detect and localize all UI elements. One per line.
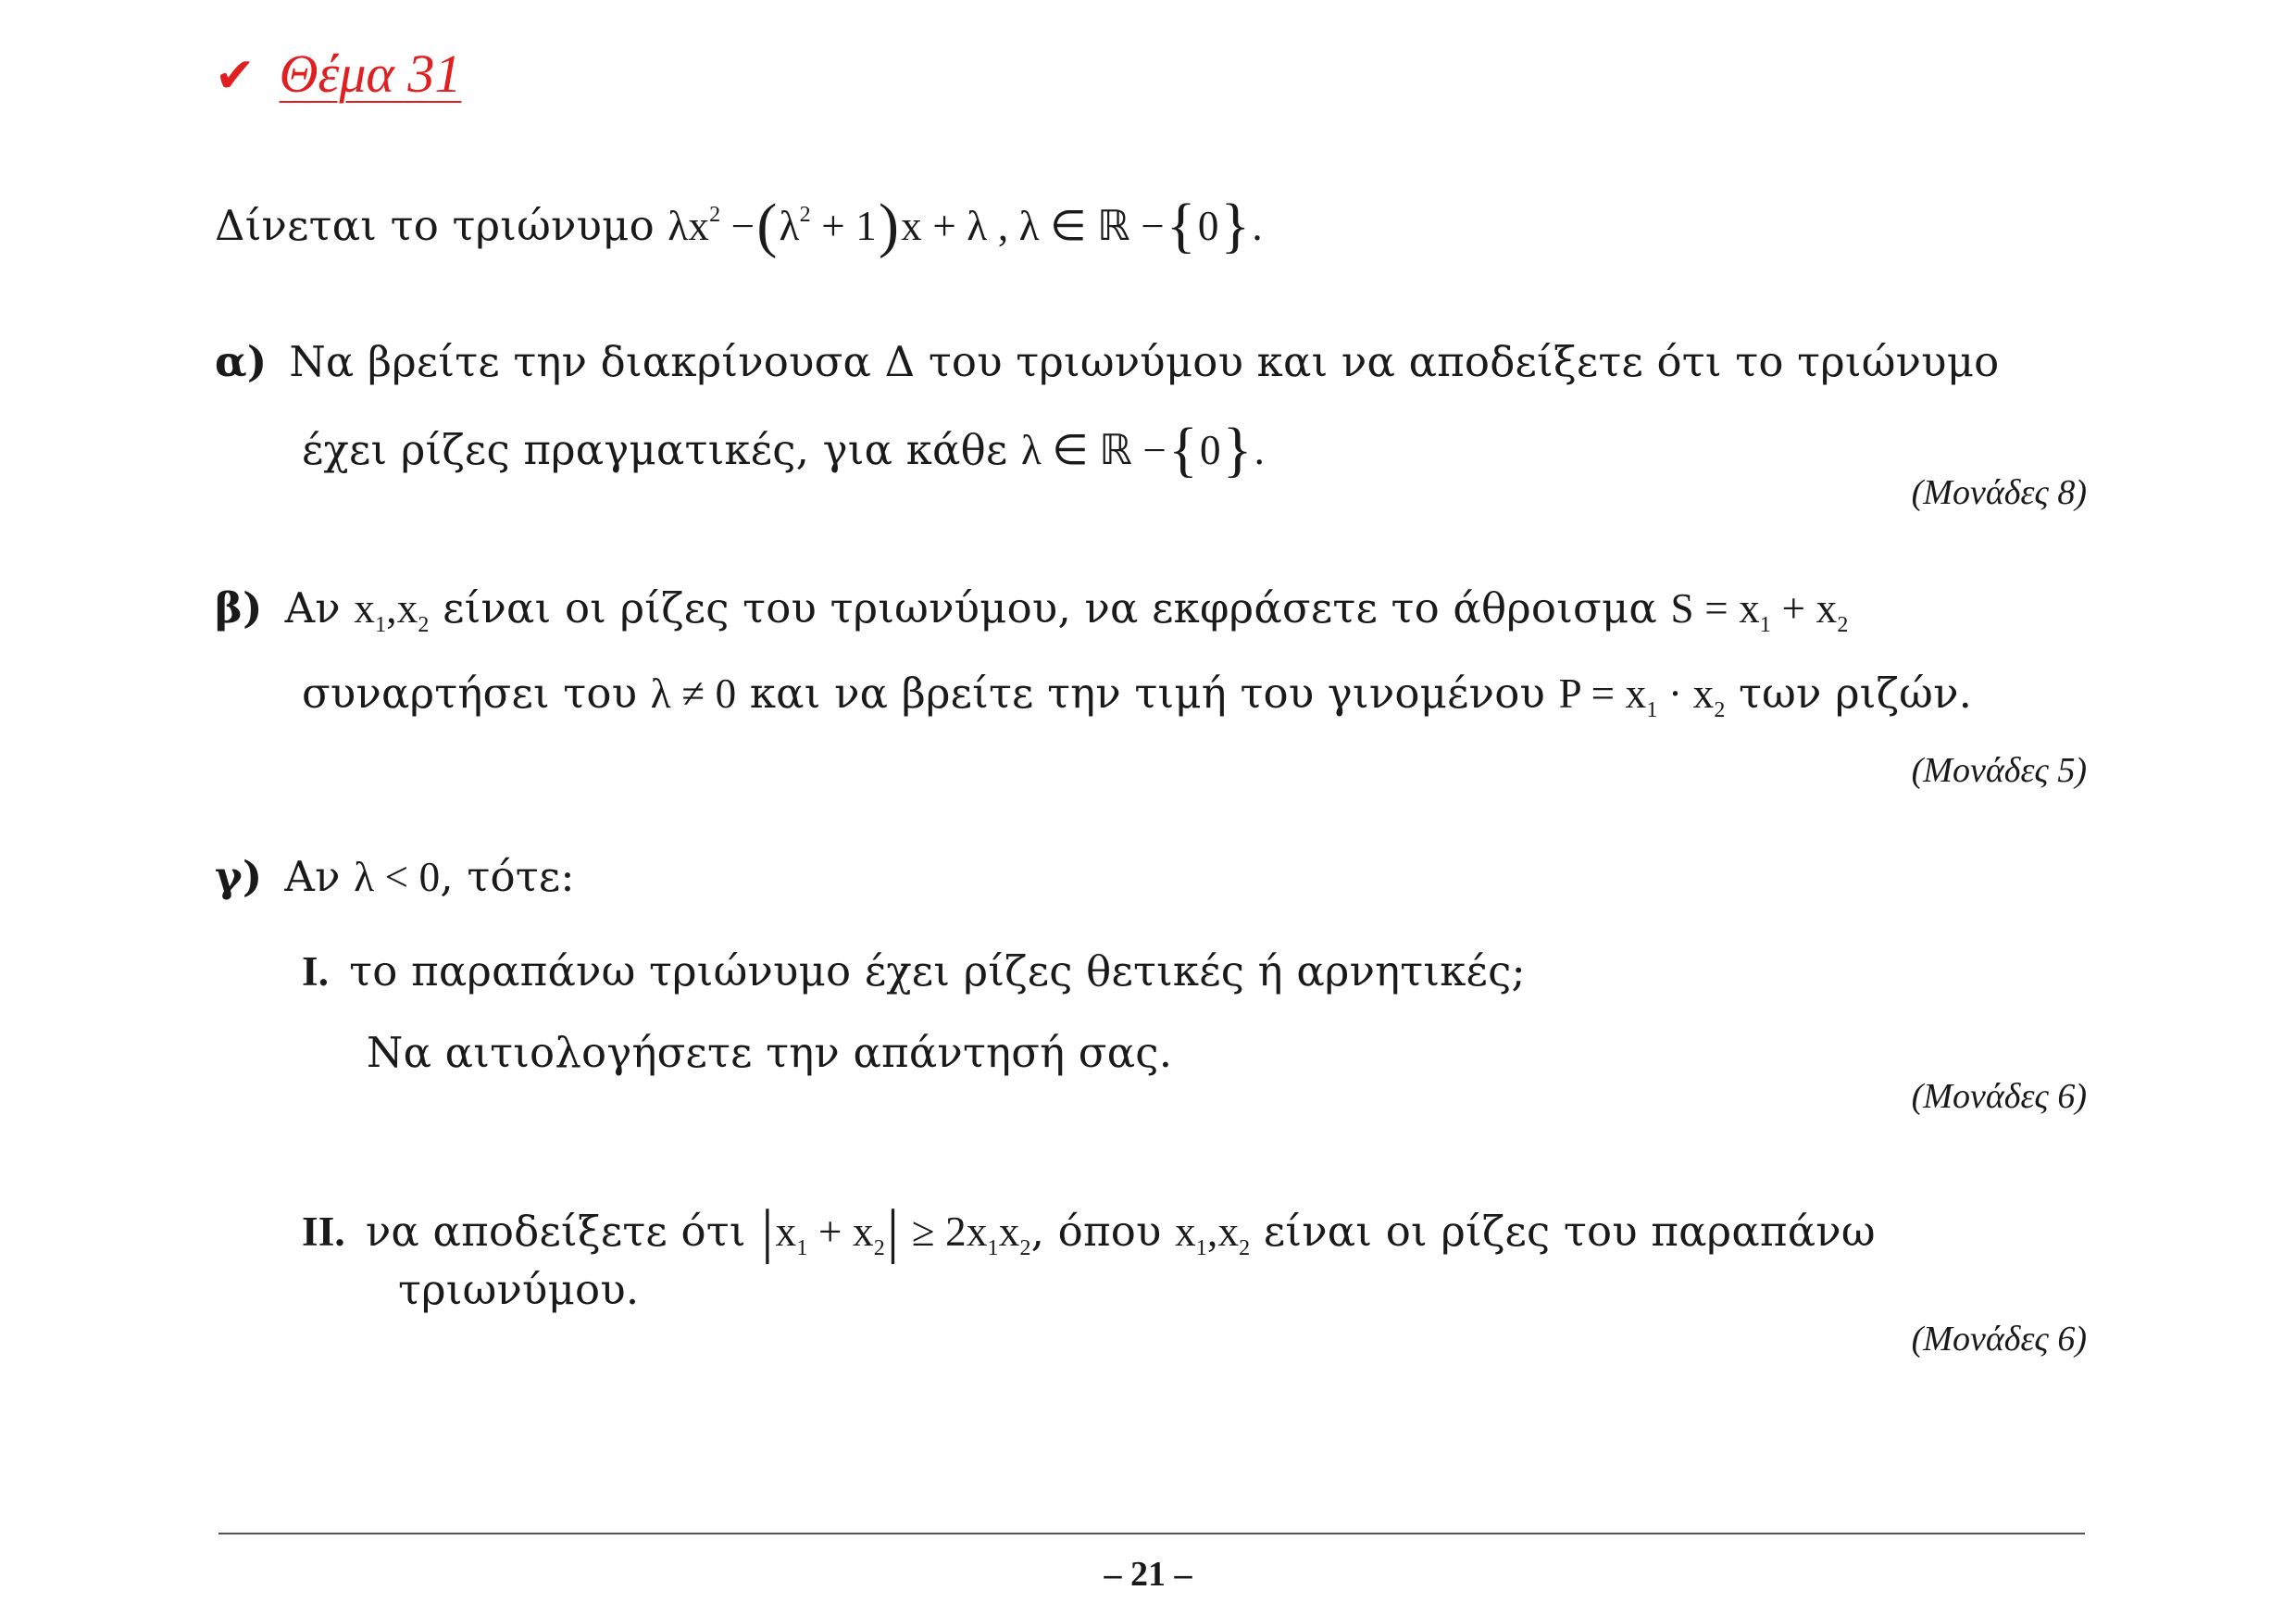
page-number: – 21 – bbox=[1104, 1555, 1192, 1594]
part-a-line-2: έχει ρίζες πραγματικές, για κάθε λ ∈ ℝ −{0}. bbox=[302, 416, 1266, 483]
part-b-label: β) bbox=[215, 583, 263, 632]
part-a-marks: (Μονάδες 8) bbox=[1911, 473, 2087, 512]
part-c-ii-line-2: τριωνύμου. bbox=[398, 1265, 640, 1314]
part-c-i-marks: (Μονάδες 6) bbox=[1911, 1077, 2087, 1116]
part-b-line-1: β) Αν $x_1,x_2$ είναι οι ρίζες του τριωνύμου, να εκφράσετε το άθροισμα $S = x_1 + x_2$ bbox=[215, 583, 1849, 637]
trinomial-formula: $\lambda x^2 -(\lambda^2 + 1)x + \lambda$ , λ ∈ ℝ −{0}. bbox=[668, 192, 1263, 259]
part-a-label: α) bbox=[215, 337, 268, 386]
part-b-line-2: συναρτήσει του λ ≠ 0 και να βρείτε την τιμή του γινομένου $P = x_1 \cdot x_2$ των ριζών. bbox=[302, 669, 1973, 722]
footer-rule bbox=[218, 1533, 2085, 1534]
part-b-marks: (Μονάδες 5) bbox=[1911, 751, 2087, 790]
part-c-i-line-1: I. το παραπάνω τριώνυμο έχει ρίζες θετικές ή αρνητικές; bbox=[302, 946, 1526, 996]
checkmark-icon: ✔ bbox=[215, 50, 256, 103]
part-c-ii-label: II. bbox=[302, 1209, 345, 1255]
part-c-i-label: I. bbox=[302, 948, 330, 995]
part-c-label: γ) bbox=[215, 852, 263, 901]
part-a-line-1: α) Να βρείτε την διακρίνουσα Δ του τριωνύμου και να αποδείξετε ότι το τριώνυμο bbox=[215, 337, 2000, 386]
part-c-ii-line-1: II. να αποδείξετε ότι $|x_1 + x_2| \ge 2x_1x_2$, όπου $x_1,x_2$ είναι οι ρίζες του παραπάνω bbox=[302, 1197, 1876, 1265]
part-c-line: γ) Αν λ < 0, τότε: bbox=[215, 852, 575, 901]
intro-line: Δίνεται το τριώνυμο $\lambda x^2 -(\lambda^2 + 1)x + \lambda$ , λ ∈ ℝ −{0}. bbox=[215, 192, 1263, 259]
page-title: ✔ Θέμα 31 bbox=[215, 44, 462, 104]
part-c-i-line-2: Να αιτιολογήσετε την απάντησή σας. bbox=[367, 1028, 1173, 1077]
part-c-ii-marks: (Μονάδες 6) bbox=[1911, 1320, 2087, 1359]
